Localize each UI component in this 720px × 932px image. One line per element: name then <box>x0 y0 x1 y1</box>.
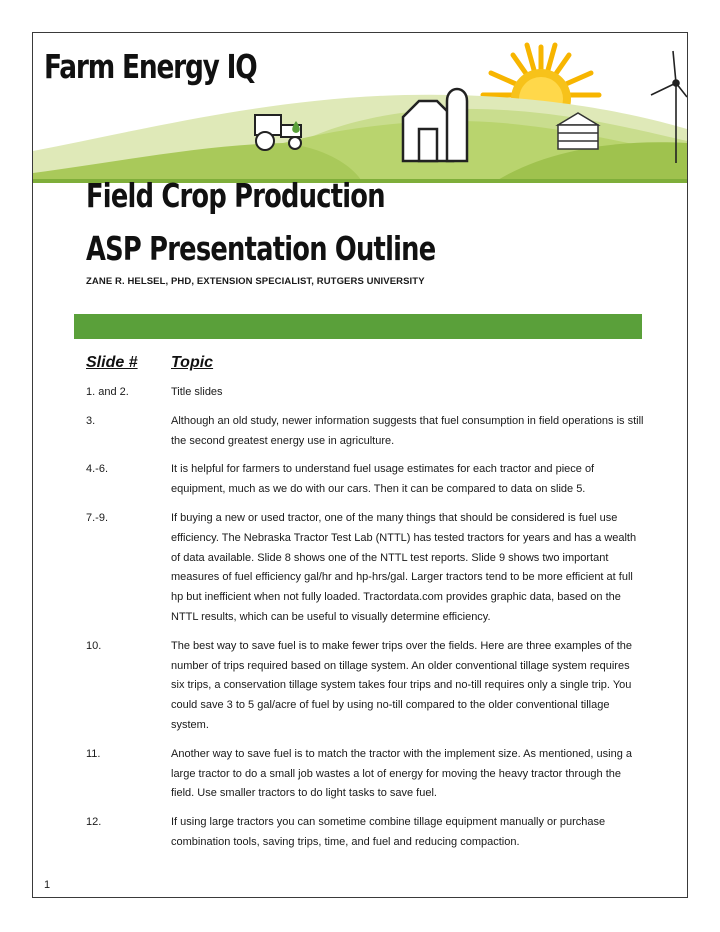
barn-icon <box>403 101 453 161</box>
slide-number: 11. <box>86 747 101 760</box>
document-title <box>86 169 435 275</box>
table-row <box>86 412 646 452</box>
column-header-topic: Topic <box>171 354 214 371</box>
brand-logo-text: Farm Energy IQ <box>44 47 257 86</box>
page-frame <box>32 32 688 898</box>
slide-topic: If buying a new or used tractor, one of the many things that should be considered is fuel use efficiency. The Nebraska Tractor Test Lab (NTTL) has tested tractors for years and has a wealth of data available. Slide 8 shows one of the NTTL test reports. Slide 9 shows two important measures of fuel efficiency gal/hr and hp-hrs/gal. Larger tractors tend to be more efficient at full hp but inefficient when not fully loaded. Tractordata.com provides graphic data, based on the NTTL results, which can be useful to visually determine efficiency. <box>171 511 637 623</box>
title-line-1: Field Crop Production <box>86 176 385 215</box>
table-row <box>86 813 646 853</box>
outline-table <box>86 383 646 862</box>
section-divider-bar <box>74 314 642 339</box>
slide-number: 1. and 2. <box>86 386 129 398</box>
page-number: 1 <box>44 879 51 891</box>
slide-number: 12. <box>86 816 102 829</box>
slide-number: 3. <box>86 414 96 427</box>
column-header-slide: Slide # <box>86 354 138 371</box>
table-row <box>86 745 646 804</box>
table-row <box>86 509 646 628</box>
title-line-2: ASP Presentation Outline <box>86 229 436 268</box>
author-line: ZANE R. HELSEL, PHD, EXTENSION SPECIALIST, RUTGERS UNIVERSITY <box>86 276 425 287</box>
slide-topic: Title slides <box>171 386 223 398</box>
slide-topic: Although an old study, newer information suggests that fuel consumption in field operations is still the second greatest energy use in agriculture. <box>171 414 644 447</box>
slide-topic: It is helpful for farmers to understand fuel usage estimates for each tractor and piece of equipment, much as we do with our cars. Then it can be compared to data on slide 5. <box>171 463 595 496</box>
slide-topic: The best way to save fuel is to make fewer trips over the fields. Here are three examples of the number of trips required based on tillage system. An older conventional tillage system requires six trips, a conservation tillage system takes four trips and no-till requires only a single trip. You could save 3 to 5 gal/acre of fuel by using no-till compared to the older conventional tillage system. <box>171 639 632 731</box>
slide-number: 4.-6. <box>86 463 109 476</box>
slide-number: 7.-9. <box>86 511 109 524</box>
table-row <box>86 637 646 736</box>
table-row <box>86 460 646 500</box>
slide-number: 10. <box>86 639 102 652</box>
slide-topic: If using large tractors you can sometime combine tillage equipment manually or purchase combination tools, saving trips, time, and fuel and reducing compaction. <box>171 816 606 848</box>
slide-topic: Another way to save fuel is to match the tractor with the implement size. As mentioned, using a large tractor to do a small job wastes a lot of energy for moving the heavy tractor through the field. Use smaller tractors to do light tasks to save fuel. <box>171 747 633 800</box>
table-row <box>86 383 646 403</box>
silo-icon <box>447 89 467 161</box>
